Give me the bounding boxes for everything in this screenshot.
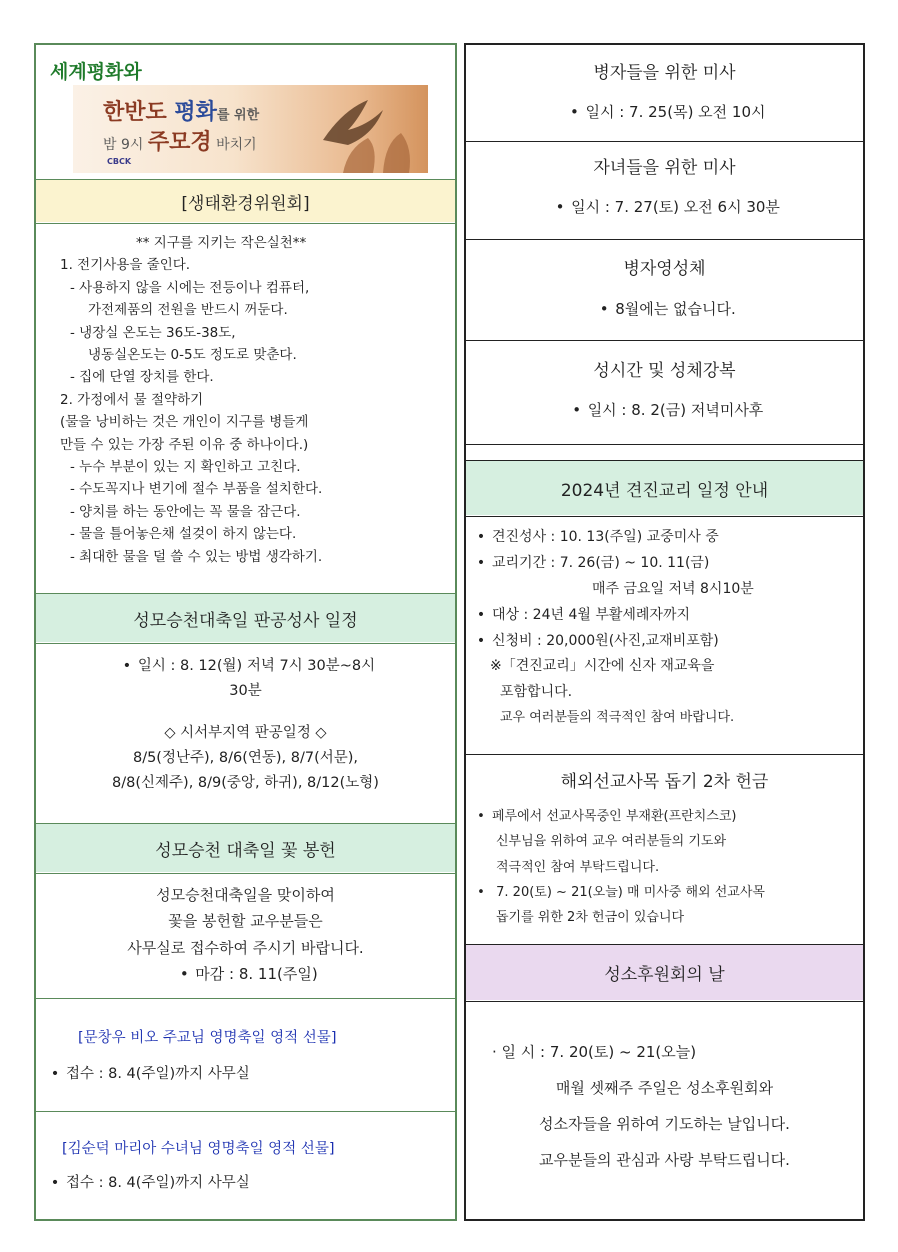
supporters-header: 성소후원회의 날 [466, 945, 863, 1000]
spacer [466, 444, 863, 460]
flowers-header: 성모승천 대축일 꽃 봉헌 [36, 824, 455, 872]
eco-body [36, 223, 455, 593]
bishop-gift-title: [문창우 비오 주교님 영명축일 영적 선물] [78, 1030, 337, 1046]
supporters-date: · 일 시 : 7. 20(토) ~ 21(오늘) [492, 1043, 697, 1061]
confirmation-item: 교리기간 : 7. 26(금) ~ 10. 11(금) [492, 554, 710, 571]
bullet-icon [470, 529, 492, 545]
mission-line: 신부님을 위하여 교우 여러분들의 기도와 [496, 834, 727, 850]
bullet-icon [470, 633, 492, 649]
region-schedule-title: ◇ 시서부지역 판공일정 ◇ [164, 725, 327, 742]
flowers-line: 꽃을 봉헌할 교우분들은 [168, 912, 323, 931]
eco-line: - 최대한 물을 덜 쓸 수 있는 방법 생각하기. [70, 548, 323, 565]
confirmation-body [466, 516, 863, 754]
eco-line: (물을 낭비하는 것은 개인이 지구를 병들게 [60, 414, 309, 431]
region-schedule-line: 8/5(정난주), 8/6(연동), 8/7(서문), [132, 749, 359, 766]
confirmation-header-section [466, 460, 863, 516]
eco-line: - 냉장실 온도는 36도-38도, [70, 324, 236, 341]
confirmation-item-sub: 매주 금요일 저녁 8시10분 [592, 580, 754, 597]
bullet-icon [44, 1175, 66, 1191]
bullet-icon [563, 103, 585, 121]
bullet-icon [470, 809, 492, 824]
sick-communion-note: 8월에는 없습니다. [615, 300, 736, 318]
flowers-deadline: 마감 : 8. 11(주일) [195, 964, 318, 983]
eco-line: - 집에 단열 장치를 한다. [70, 369, 214, 386]
eco-header-section [36, 179, 455, 223]
supporters-line: 교우분들의 관심과 사랑 부탁드립니다. [539, 1151, 790, 1169]
mission-body [466, 804, 863, 944]
children-mass-section [466, 141, 863, 239]
sick-communion-header: 병자영성체 [623, 258, 706, 279]
eco-line: 가전제품의 전원을 반드시 꺼둔다. [88, 302, 288, 319]
eco-line: 만들 수 있는 가장 주된 이유 중 하나이다.) [60, 436, 309, 453]
sister-gift-section [36, 1111, 455, 1221]
flowers-line: 사무실로 접수하여 주시기 바랍니다. [127, 938, 364, 957]
bullet-icon [593, 300, 615, 318]
banner-line2-b: 주모경 [147, 130, 212, 155]
children-mass-header: 자녀들을 위한 미사 [593, 157, 736, 178]
assumption-mass-body [36, 643, 455, 823]
eco-line: 냉동실온도는 0-5도 정도로 맞춘다. [88, 347, 297, 364]
flowers-line: 성모승천대축일을 맞이하여 [156, 886, 335, 904]
mission-line: 돕기를 위한 2차 헌금이 있습니다 [496, 910, 685, 926]
eco-line: 1. 전기사용을 줄인다. [60, 257, 191, 274]
banner-line2 [103, 125, 257, 156]
eco-line: - 수도꼭지나 변기에 절수 부품을 설치한다. [70, 481, 323, 498]
peace-title: 세계평화와 [50, 61, 142, 83]
cbck-logo: CBCK [107, 157, 132, 166]
supporters-body [466, 1001, 863, 1221]
supporters-header-section [466, 944, 863, 1001]
banner-line1-a: 한반도 [103, 100, 175, 125]
bullet-icon [470, 607, 492, 623]
eco-line: 2. 가정에서 물 절약하기 [60, 391, 204, 408]
confirmation-header: 2024년 견진교리 일정 안내 [466, 461, 863, 515]
mission-header-section [466, 754, 863, 804]
confirmation-item: 견진성사 : 10. 13(주일) 교중미사 중 [492, 529, 719, 545]
confirmation-note: ※「견진교리」시간에 신자 재교육을 [490, 658, 715, 675]
confirmation-note: 포함합니다. [500, 684, 573, 701]
holy-hour-section [466, 340, 863, 444]
bishop-gift-receipt: 접수 : 8. 4(주일)까지 사무실 [66, 1066, 250, 1083]
supporters-line: 매월 셋째주 주일은 성소후원회와 [555, 1079, 774, 1097]
right-column [464, 43, 865, 1221]
assumption-mass-date-cont: 30분 [229, 682, 262, 699]
banner-line2-c: 바치기 [211, 137, 257, 153]
eco-line: - 양치를 하는 동안에는 꼭 물을 잠근다. [70, 503, 301, 520]
sick-communion-section [466, 239, 863, 340]
flowers-body [36, 873, 455, 998]
banner-line1-b: 평화 [174, 100, 217, 125]
holy-hour-header: 성시간 및 성체강복 [593, 360, 736, 381]
sick-mass-section [466, 45, 863, 141]
bullet-icon [116, 658, 138, 674]
eco-header: [생태환경위원회] [36, 180, 455, 222]
flowers-header-section [36, 823, 455, 873]
sick-mass-date: 일시 : 7. 25(목) 오전 10시 [585, 103, 766, 121]
mission-line: 적극적인 참여 부탁드립니다. [496, 859, 660, 875]
region-schedule-line: 8/8(신제주), 8/9(중앙, 하귀), 8/12(노형) [112, 774, 379, 791]
supporters-line: 성소자들을 위하여 기도하는 날입니다. [539, 1115, 790, 1133]
mission-line: 7. 20(토) ~ 21(오늘) 매 미사중 해외 선교사목 [492, 885, 765, 901]
sick-mass-header: 병자들을 위한 미사 [593, 62, 736, 83]
assumption-mass-header: 성모승천대축일 판공성사 일정 [36, 594, 455, 642]
eco-line: - 누수 부분이 있는 지 확인하고 고친다. [70, 459, 301, 476]
bullet-icon [470, 885, 492, 900]
mission-line: 페루에서 선교사목중인 부재환(프란치스코) [492, 809, 737, 824]
peace-banner-image [73, 85, 428, 173]
bullet-icon [173, 965, 195, 983]
banner-line2-a: 밤 9시 [103, 137, 148, 153]
holy-hour-date: 일시 : 8. 2(금) 저녁미사후 [587, 401, 764, 419]
peace-prayer-section [36, 45, 455, 179]
sister-gift-receipt: 접수 : 8. 4(주일)까지 사무실 [66, 1175, 250, 1192]
bullet-icon [566, 401, 588, 419]
assumption-mass-date: 일시 : 8. 12(월) 저녁 7시 30분~8시 [137, 658, 376, 674]
banner-line1 [103, 95, 259, 126]
bullet-icon [44, 1066, 66, 1082]
children-mass-date: 일시 : 7. 27(토) 오전 6시 30분 [571, 198, 780, 216]
confirmation-item: 대상 : 24년 4월 부활세례자까지 [492, 606, 691, 623]
sister-gift-title: [김순덕 마리아 수녀님 영명축일 영적 선물] [62, 1141, 335, 1157]
eco-line: - 물을 틀어놓은채 설겆이 하지 않는다. [70, 526, 297, 543]
confirmation-note: 교우 여러분들의 적극적인 참여 바랍니다. [500, 710, 735, 726]
bishop-gift-section [36, 998, 455, 1111]
eco-line: ** 지구를 지키는 작은실천** [136, 235, 307, 251]
confirmation-item: 신청비 : 20,000원(사진,교재비포함) [492, 632, 719, 649]
assumption-mass-header-section [36, 593, 455, 643]
left-column [34, 43, 457, 1221]
eco-line: - 사용하지 않을 시에는 전등이나 컴퓨터, [70, 279, 310, 296]
bullet-icon [549, 198, 571, 216]
bullet-icon [470, 555, 492, 571]
banner-line1-c: 를 위한 [216, 108, 260, 123]
mission-header: 해외선교사목 돕기 2차 헌금 [560, 771, 769, 792]
